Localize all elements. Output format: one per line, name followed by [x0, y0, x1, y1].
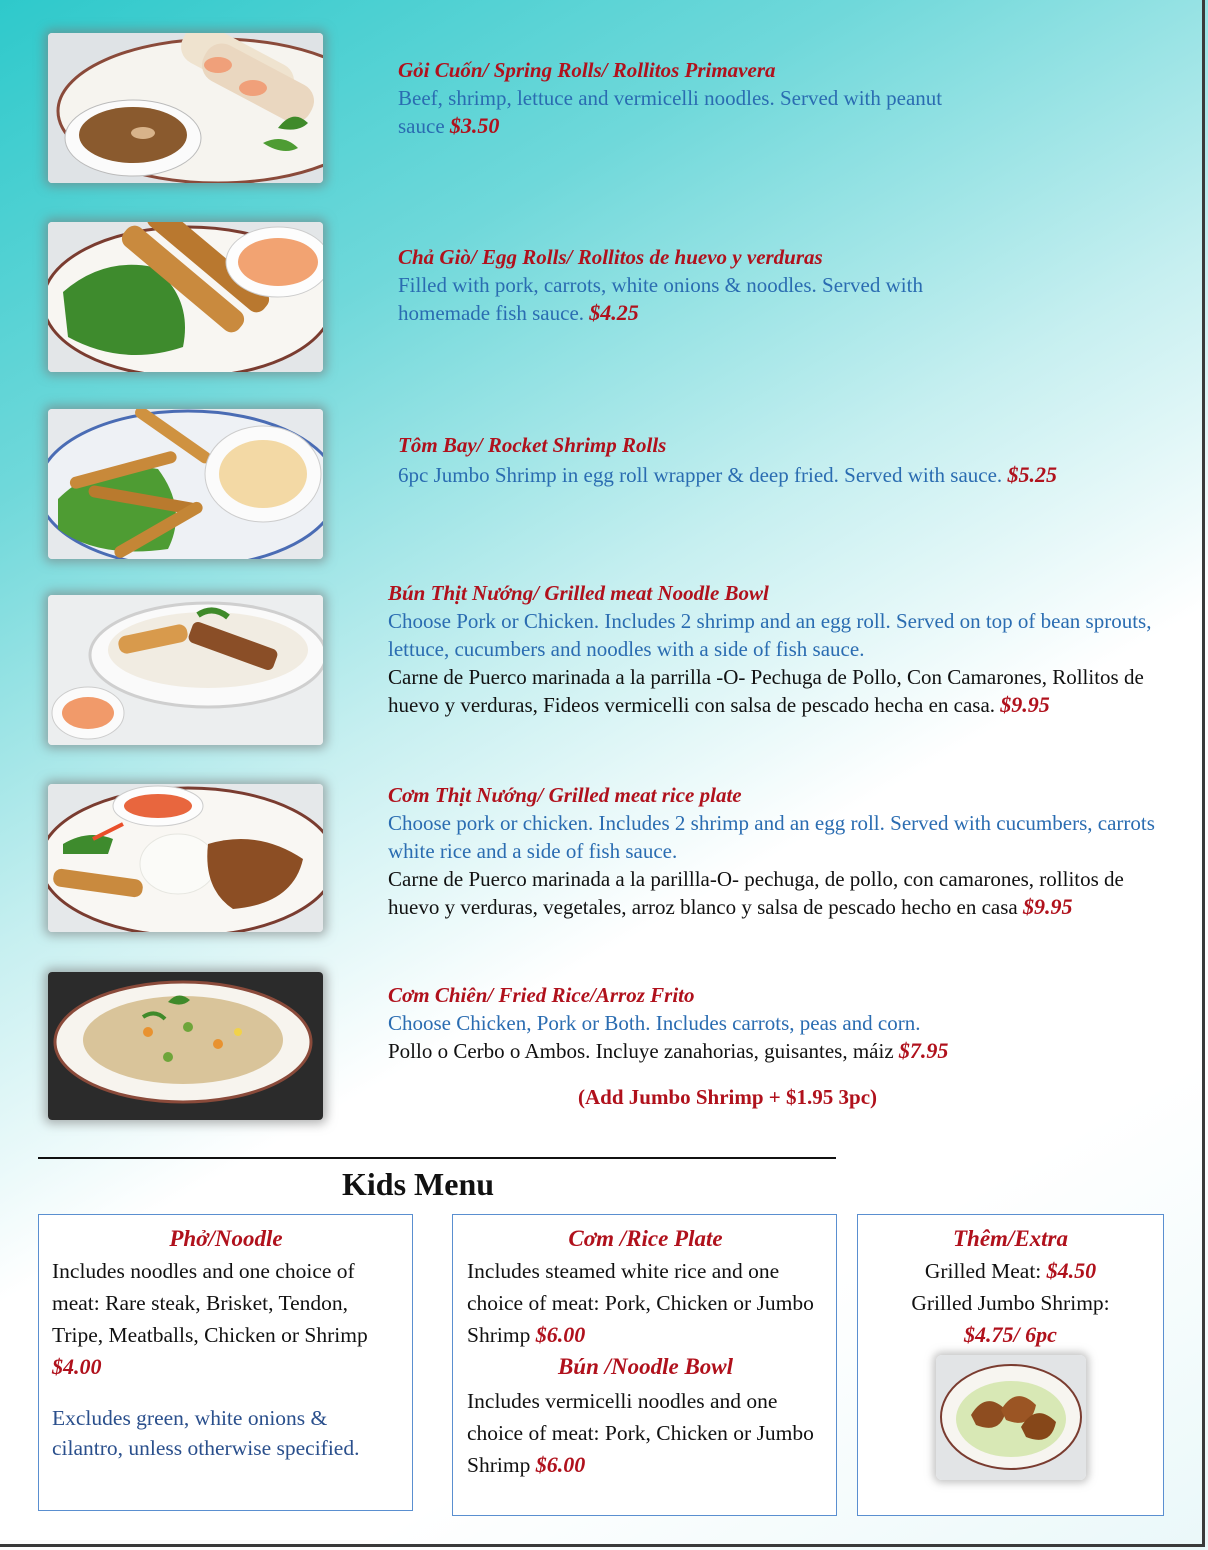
- item-description-en: Choose Chicken, Pork or Both. Includes carrots, peas and corn.: [388, 1011, 921, 1035]
- egg-rolls-photo: [48, 222, 323, 372]
- kids-noodle-bowl-price: $6.00: [535, 1452, 586, 1477]
- grilled-shrimp-photo: [936, 1355, 1086, 1480]
- kids-pho-box: [38, 1214, 413, 1511]
- fried-rice-photo: [48, 972, 323, 1120]
- kids-pho-title: Phở/Noodle: [169, 1226, 283, 1251]
- item-description-es: [388, 865, 1163, 921]
- desc-es-text: Pollo o Cerbo o Ambos. Incluye zanahorias, guisantes, máiz: [388, 1039, 894, 1063]
- grilled-meat-line: [868, 1255, 1153, 1287]
- item-description-en: [398, 271, 928, 327]
- kids-pho-price: $4.00: [52, 1354, 102, 1379]
- item-description-en: Choose pork or chicken. Includes 2 shrimp and an egg roll. Served with cucumbers, carrots white rice and a side of fish sauce.: [388, 811, 1155, 863]
- kids-extra-title: Thêm/Extra: [952, 1226, 1068, 1251]
- desc-en-text: Filled with pork, carrots, white onions & noodles. Served with homemade fish sauce.: [398, 273, 923, 325]
- desc-en-text: Beef, shrimp, lettuce and vermicelli noodles. Served with peanut sauce: [398, 86, 943, 138]
- desc-es-text: Carne de Puerco marinada a la parrilla -O- Pechuga de Pollo, Con Camarones, Rollitos de huevo y verduras, Fideos vermicelli con salsa de pescado hecha en casa.: [388, 665, 1144, 717]
- item-description-en: [398, 461, 1188, 489]
- kids-rice-desc-text: Includes steamed white rice and one choice of meat: Pork, Chicken or Jumbo Shrimp: [467, 1259, 814, 1347]
- item-description-en: [398, 84, 958, 140]
- item-price: $5.25: [1007, 462, 1057, 487]
- kids-rice-noodle-box: [452, 1214, 837, 1516]
- rocket-shrimp-photo: [48, 409, 323, 559]
- desc-es-text: Carne de Puerco marinada a la parillla-O- pechuga, de pollo, con camarones, rollitos de huevo y verduras, vegetales, arroz blanco y salsa de pescado hecho en casa: [388, 867, 1124, 919]
- kids-rice-description: [467, 1255, 824, 1351]
- spring-rolls-photo: [48, 33, 323, 183]
- kids-pho-desc-text: Includes noodles and one choice of meat: Rare steak, Brisket, Tendon, Tripe, Meatballs, Chicken or Shrimp: [52, 1259, 368, 1347]
- item-price: $4.25: [589, 300, 639, 325]
- item-title: Cơm Chiên/ Fried Rice/Arroz Frito: [388, 983, 695, 1007]
- kids-noodle-bowl-title: Bún /Noodle Bowl: [557, 1354, 734, 1379]
- item-title: Gỏi Cuốn/ Spring Rolls/ Rollitos Primavera: [398, 58, 776, 82]
- kids-noodle-desc-text: Includes vermicelli noodles and one choice of meat: Pork, Chicken or Jumbo Shrimp: [467, 1389, 814, 1477]
- kids-extra-box: [857, 1214, 1164, 1516]
- item-price: $3.50: [449, 113, 500, 138]
- item-title: Chả Giò/ Egg Rolls/ Rollitos de huevo y verduras: [398, 245, 823, 269]
- menu-item-noodle-bowl: [388, 579, 1158, 719]
- grilled-meat-price: $4.50: [1046, 1258, 1097, 1283]
- item-title: Bún Thịt Nướng/ Grilled meat Noodle Bowl: [388, 581, 769, 605]
- kids-pho-description: [52, 1255, 400, 1383]
- add-jumbo-shrimp-note: (Add Jumbo Shrimp + $1.95 3pc): [578, 1085, 878, 1109]
- kids-menu-heading: Kids Menu: [342, 1166, 495, 1202]
- kids-rice-price: $6.00: [535, 1322, 586, 1347]
- item-description-es: [388, 1037, 1178, 1065]
- grilled-shrimp-price: $4.75/ 6pc: [964, 1322, 1057, 1347]
- item-description-en: Choose Pork or Chicken. Includes 2 shrimp and an egg roll. Served on top of bean sprouts, lettuce, cucumbers and noodles with a side of fish sauce.: [388, 609, 1152, 661]
- grilled-meat-label: Grilled Meat:: [924, 1259, 1042, 1283]
- section-divider: [38, 1157, 836, 1159]
- item-price: $9.95: [1000, 692, 1050, 717]
- menu-item-egg-rolls: [398, 243, 928, 327]
- kids-noodle-bowl-description: [467, 1385, 824, 1481]
- item-title: Tôm Bay/ Rocket Shrimp Rolls: [398, 433, 667, 457]
- item-description-es: [388, 663, 1158, 719]
- grilled-shrimp-label: Grilled Jumbo Shrimp:: [911, 1291, 1110, 1315]
- item-title: Cơm Thịt Nướng/ Grilled meat rice plate: [388, 783, 742, 807]
- item-price: $9.95: [1022, 894, 1073, 919]
- menu-item-fried-rice: [388, 981, 1178, 1065]
- menu-item-rocket-shrimp: [398, 431, 1188, 489]
- noodle-bowl-photo: [48, 595, 323, 745]
- menu-item-spring-rolls: [398, 56, 958, 140]
- rice-plate-photo: [48, 784, 323, 932]
- kids-pho-note: Excludes green, white onions & cilantro, unless otherwise specified.: [52, 1406, 360, 1460]
- menu-item-rice-plate: [388, 781, 1163, 921]
- desc-en-text: 6pc Jumbo Shrimp in egg roll wrapper & deep fried. Served with sauce.: [398, 463, 1003, 487]
- kids-rice-title: Cơm /Rice Plate: [568, 1226, 723, 1251]
- item-price: $7.95: [898, 1038, 949, 1063]
